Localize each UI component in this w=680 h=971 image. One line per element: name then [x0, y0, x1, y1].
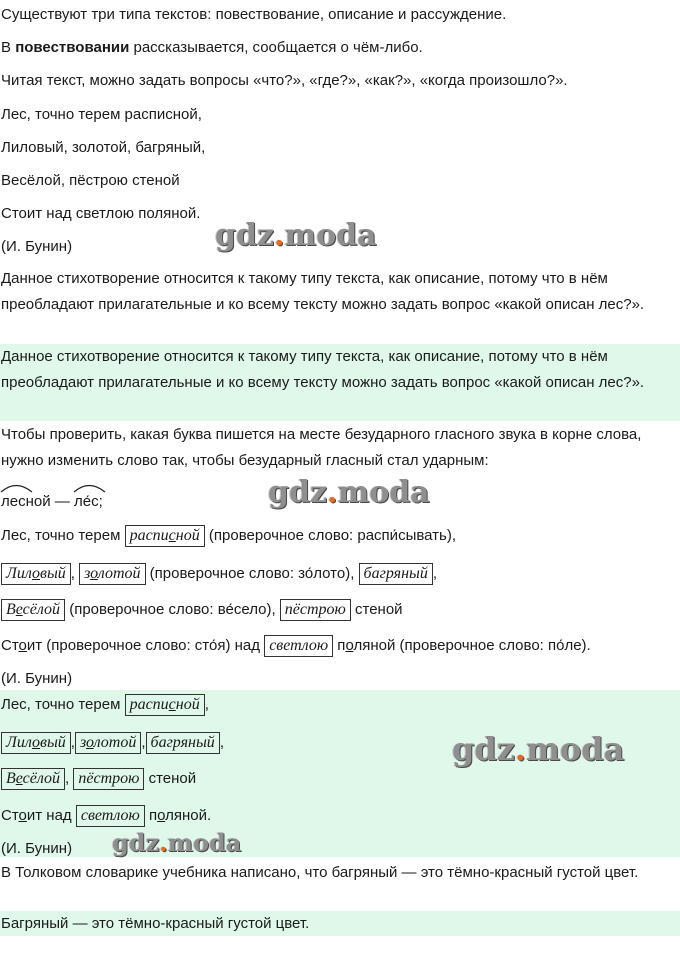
comma: , — [70, 565, 80, 582]
intro-line-3: Читая текст, можно задать вопросы «что?», «где?», «как?», «когда произошло?». — [1, 72, 568, 89]
comma: , — [204, 696, 209, 713]
task3-answer: Багряный — это тёмно-красный густой цвет. — [1, 915, 310, 932]
q-l3-post: стеной — [350, 601, 403, 618]
a-l1-pre: Лес, точно терем — [1, 696, 125, 713]
watermark-logo: gdz.moda — [452, 730, 625, 768]
word-box: пёстрою — [73, 768, 144, 790]
intro-l2-bold: повествовании — [15, 39, 130, 56]
poem-author: (И. Бунин) — [1, 238, 73, 255]
word-box: Весёлой — [1, 768, 65, 790]
a-l3-post: стеной — [144, 770, 197, 787]
a-line-1 — [0, 692, 680, 717]
watermark-logo: gdz.moda — [268, 475, 430, 510]
task1-answer: Данное стихотворение относится к такому типу текста, как описание, потому что в нём преобладают прилагательные и ко всему тексту можно задать вопрос «какой описан лес?». — [1, 348, 645, 391]
q-l4-b: о — [18, 637, 27, 654]
q-l4-d: п — [333, 637, 346, 654]
word-box: золотой — [79, 563, 145, 585]
q-l2-mid: (проверочное слово: зо́лото), — [145, 565, 359, 582]
intro-line-1: Существуют три типа текстов: повествование, описание и рассуждение. — [1, 6, 507, 23]
a-l4-b: о — [18, 807, 27, 824]
q-l4-a: Ст — [1, 637, 19, 654]
root-arc-icon — [73, 481, 107, 493]
poem-line-4: Стоит над светлою поляной. — [1, 205, 201, 222]
word-box: багряный — [359, 563, 433, 585]
example-w1-root: лес — [1, 493, 26, 510]
watermark-logo: gdz.moda — [215, 218, 377, 253]
q-line-2 — [0, 561, 680, 586]
example-w1-end: ной — [25, 493, 51, 510]
q-l1-pre: Лес, точно терем — [1, 527, 125, 544]
q-line-4 — [0, 633, 680, 658]
word-box: расписной — [125, 525, 205, 547]
watermark-logo: gdz.moda — [112, 828, 242, 857]
example-dash: — — [50, 493, 74, 510]
q-line-1 — [0, 523, 680, 548]
task3-question: В Толковом словарике учебника написано, что багряный — это тёмно-красный густой цвет. — [1, 864, 639, 881]
poem-line-1: Лес, точно терем расписной, — [1, 106, 202, 123]
a-l4-a: Ст — [1, 807, 19, 824]
word-box: Лиловый — [1, 732, 71, 754]
intro-line-2 — [0, 35, 680, 60]
a-l4-c: ит над — [26, 807, 76, 824]
example-word-2 — [74, 489, 103, 514]
comma: , — [65, 770, 74, 787]
poem-line-2: Лиловый, золотой, багряный, — [1, 139, 206, 156]
comma: , — [141, 734, 146, 751]
root-arc-icon — [0, 481, 34, 493]
intro-l2-post: рассказывается, сообщается о чём-либо. — [129, 39, 423, 56]
word-box: золотой — [75, 732, 141, 754]
example-w2: ле́с; — [73, 493, 103, 510]
word-box: расписной — [125, 694, 205, 716]
word-box: светлою — [264, 635, 333, 657]
q-l3-mid: (проверочное слово: ве́село), — [69, 601, 280, 618]
comma: , — [70, 734, 75, 751]
comma: , — [432, 565, 438, 582]
word-box: светлою — [76, 805, 145, 827]
poem-line-3: Весёлой, пёстрою стеной — [1, 172, 180, 189]
task1-question: Данное стихотворение относится к такому типу текста, как описание, потому что в нём преобладают прилагательные и ко всему тексту можно задать вопрос «какой описан лес?». — [1, 270, 645, 313]
example-word-1 — [1, 489, 51, 514]
comma: , — [219, 734, 224, 751]
word-box: пёстрою — [280, 599, 351, 621]
word-box: Лиловый — [1, 563, 71, 585]
a-line-4 — [0, 803, 680, 828]
q-l4-c: ит (проверочное слово: сто́я) над — [26, 637, 265, 654]
word-box: багряный — [146, 732, 220, 754]
q-author: (И. Бунин) — [1, 670, 73, 687]
intro-l2-pre: В — [1, 39, 16, 56]
q-line-3 — [0, 597, 680, 622]
a-l4-e: о — [157, 807, 166, 824]
a-l4-d: п — [144, 807, 158, 824]
task2-intro: Чтобы проверить, какая буква пишется на месте безударного гласного звука в корне слова, нужно изменить слово так, чтобы безударный гласный стал ударным: — [1, 426, 642, 469]
word-box: Весёлой — [1, 599, 65, 621]
q-l4-f: ляной (проверочное слово: по́ле). — [353, 637, 591, 654]
a-author: (И. Бунин) — [1, 840, 73, 857]
q-l4-e: о — [345, 637, 354, 654]
a-line-3 — [0, 766, 680, 791]
q-l1-post: (проверочное слово: распи́сывать), — [204, 527, 457, 544]
a-l4-f: ляной. — [165, 807, 212, 824]
